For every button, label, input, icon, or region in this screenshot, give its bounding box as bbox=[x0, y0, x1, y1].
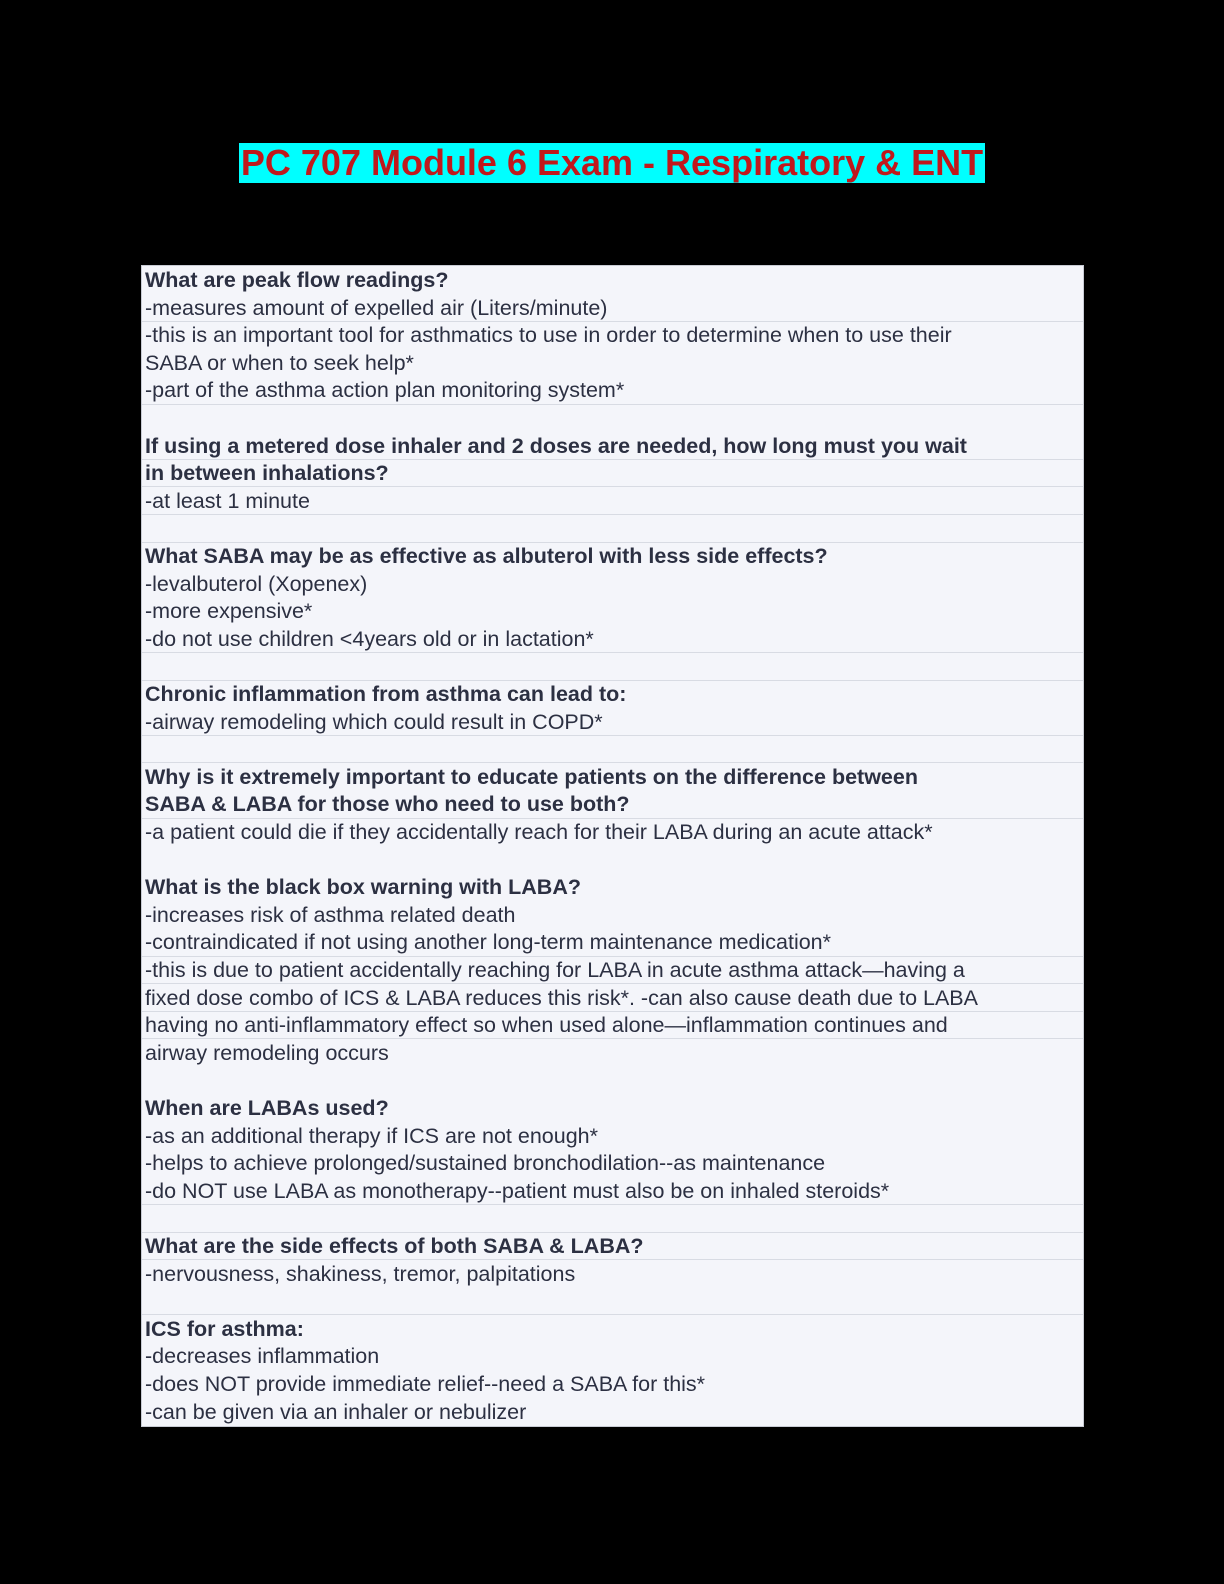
row-divider bbox=[142, 486, 1083, 487]
answer-line: -helps to achieve prolonged/sustained bronchodilation--as maintenance bbox=[145, 1151, 826, 1176]
blank-line bbox=[145, 404, 1079, 432]
answer-line: -levalbuterol (Xopenex) bbox=[145, 571, 368, 596]
blank-line bbox=[145, 846, 1079, 874]
row-divider bbox=[142, 652, 1083, 653]
row-divider bbox=[142, 956, 1083, 957]
blank-line bbox=[145, 1204, 1079, 1232]
row-divider bbox=[142, 1011, 1083, 1012]
answer-line: -nervousness, shakiness, tremor, palpitations bbox=[145, 1261, 576, 1286]
row-divider bbox=[142, 818, 1083, 819]
question-line: What are the side effects of both SABA & LABA? bbox=[145, 1234, 644, 1258]
answer-line: -this is due to patient accidentally reaching for LABA in acute asthma attack—having a bbox=[145, 958, 965, 982]
question-line: What is the black box warning with LABA? bbox=[145, 875, 581, 900]
answer-line: fixed dose combo of ICS & LABA reduces this risk*. -can also cause death due to LABA bbox=[145, 985, 978, 1010]
row-divider bbox=[142, 1204, 1083, 1205]
question-line: What are peak flow readings? bbox=[145, 268, 449, 292]
blank-line bbox=[145, 735, 1079, 763]
row-divider bbox=[142, 983, 1083, 984]
blank-line bbox=[145, 1066, 1079, 1094]
answer-line: -do NOT use LABA as monotherapy--patient must also be on inhaled steroids* bbox=[145, 1178, 890, 1203]
study-sheet bbox=[141, 265, 1084, 1427]
answer-line: -a patient could die if they accidentally reach for their LABA during an acute attack* bbox=[145, 820, 933, 844]
row-divider bbox=[142, 680, 1083, 681]
answer-line: -at least 1 minute bbox=[145, 488, 310, 513]
answer-line: -as an additional therapy if ICS are not enough* bbox=[145, 1123, 598, 1148]
row-divider bbox=[142, 762, 1083, 763]
blank-line bbox=[145, 514, 1079, 542]
answer-line: airway remodeling occurs bbox=[145, 1040, 389, 1065]
row-divider bbox=[142, 321, 1083, 322]
question-line: When are LABAs used? bbox=[145, 1096, 389, 1120]
answer-line: -decreases inflammation bbox=[145, 1344, 380, 1369]
question-line: What SABA may be as effective as albuterol with less side effects? bbox=[145, 544, 828, 568]
row-divider bbox=[142, 1259, 1083, 1260]
row-divider bbox=[142, 1232, 1083, 1233]
answer-line: -more expensive* bbox=[145, 599, 313, 624]
question-line: SABA & LABA for those who need to use both? bbox=[145, 792, 630, 817]
answer-line: SABA or when to seek help* bbox=[145, 350, 414, 375]
row-divider bbox=[142, 459, 1083, 460]
title-wrapper bbox=[0, 143, 1224, 183]
question-line: in between inhalations? bbox=[145, 461, 389, 486]
answer-line: -does NOT provide immediate relief--need a SABA for this* bbox=[145, 1372, 706, 1396]
blank-line bbox=[145, 652, 1079, 680]
question-line: Chronic inflammation from asthma can lead to: bbox=[145, 682, 627, 706]
answer-line: -part of the asthma action plan monitoring system* bbox=[145, 378, 625, 403]
question-line: If using a metered dose inhaler and 2 doses are needed, how long must you wait bbox=[145, 433, 967, 458]
answer-line: -can be given via an inhaler or nebulizer bbox=[145, 1399, 527, 1424]
row-divider bbox=[142, 735, 1083, 736]
row-divider bbox=[142, 542, 1083, 543]
row-divider bbox=[142, 404, 1083, 405]
answer-line: having no anti-inflammatory effect so when used alone—inflammation continues and bbox=[145, 1013, 948, 1038]
answer-line: -airway remodeling which could result in COPD* bbox=[145, 709, 603, 734]
answer-line: -increases risk of asthma related death bbox=[145, 902, 516, 927]
question-line: Why is it extremely important to educate patients on the difference between bbox=[145, 764, 918, 789]
answer-line: -contraindicated if not using another long-term maintenance medication* bbox=[145, 930, 832, 955]
row-divider bbox=[142, 1314, 1083, 1315]
answer-line: -measures amount of expelled air (Liters/minute) bbox=[145, 295, 608, 320]
answer-line: -do not use children <4years old or in lactation* bbox=[145, 626, 594, 651]
row-divider bbox=[142, 514, 1083, 515]
row-divider bbox=[142, 1038, 1083, 1039]
page-title: PC 707 Module 6 Exam - Respiratory & ENT bbox=[240, 142, 984, 183]
question-line: ICS for asthma: bbox=[145, 1316, 304, 1341]
blank-line bbox=[145, 1287, 1079, 1315]
answer-line: -this is an important tool for asthmatics to use in order to determine when to use their bbox=[145, 323, 952, 348]
